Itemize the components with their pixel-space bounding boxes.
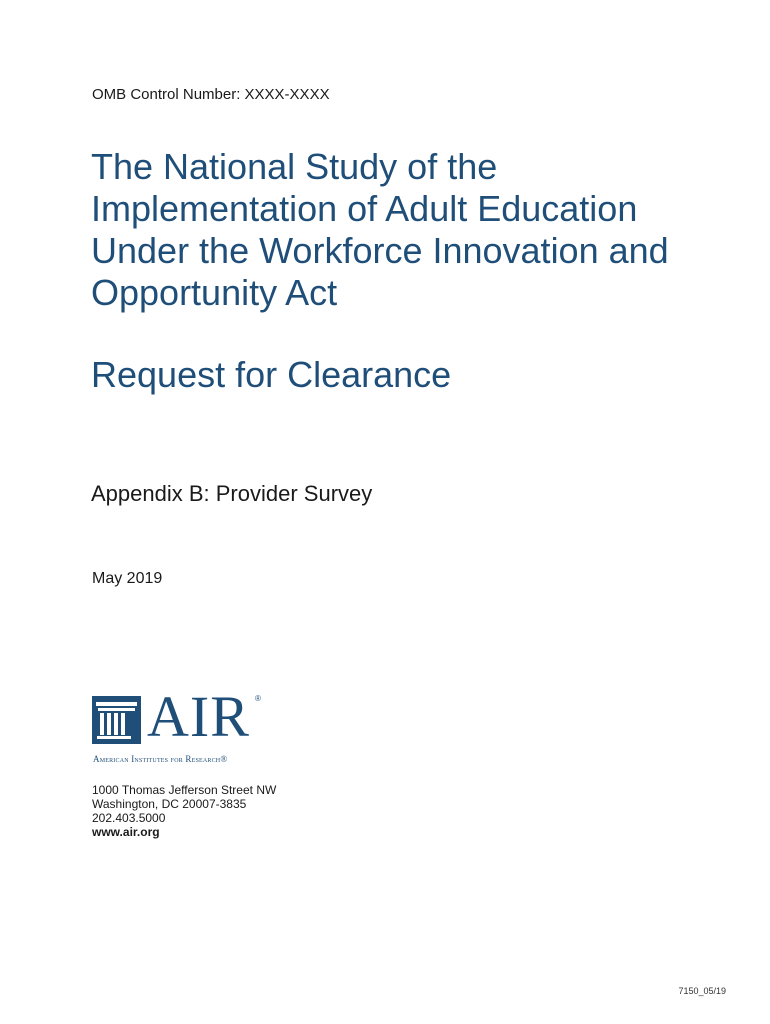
address-website[interactable]: www.air.org <box>92 825 160 839</box>
document-code: 7150_05/19 <box>678 986 726 996</box>
document-date: May 2019 <box>92 570 163 587</box>
address-phone: 202.403.5000 <box>92 811 166 825</box>
appendix-heading: Appendix B: Provider Survey <box>91 481 373 506</box>
logo-wordmark: AIR <box>147 684 250 749</box>
document-title-line: The National Study of the <box>91 146 498 187</box>
address-street: 1000 Thomas Jefferson Street NW <box>92 783 277 797</box>
logo-tagline: American Institutes for Research® <box>93 754 228 764</box>
columns-icon <box>92 696 141 744</box>
document-title-line: Opportunity Act <box>91 272 338 313</box>
air-logo <box>92 684 272 767</box>
registered-mark: ® <box>255 694 261 703</box>
address-city: Washington, DC 20007-3835 <box>92 797 247 811</box>
document-title <box>91 146 731 314</box>
document-title-line: Under the Workforce Innovation and <box>91 230 669 271</box>
omb-control-number: OMB Control Number: XXXX-XXXX <box>92 86 330 103</box>
document-subtitle: Request for Clearance <box>91 354 452 395</box>
document-title-line: Implementation of Adult Education <box>91 188 638 229</box>
address-block <box>92 783 276 839</box>
